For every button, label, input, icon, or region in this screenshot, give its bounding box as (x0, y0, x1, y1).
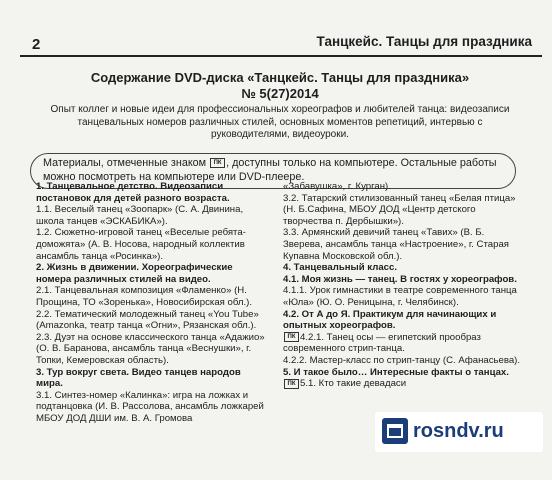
contents-entry (36, 181, 270, 204)
contents-entry (36, 285, 270, 308)
contents-entry (283, 193, 523, 228)
contents-entry-text: 1.1. Веселый танец «Зоопарк» (С. А. Двинина, школа танцев «ЭСКАБИКА»). (36, 204, 244, 227)
contents-entry (283, 285, 523, 308)
pc-only-icon: ПК (284, 379, 299, 389)
contents-entry-text: 4.2.1. Танец осы — египетский прообраз современного стрип-танца. (283, 331, 481, 355)
contents-entry-text: 4.1.1. Урок гимнастики в театре современного танца «Юла» (Ю. О. Реницына, г. Челябинск). (283, 285, 517, 308)
header-rule (20, 55, 542, 57)
contents-entry (36, 390, 270, 425)
contents-entry-text: 3.1. Синтез-номер «Калинка»: игра на ложках и подтанцовка (И. В. Рассолова, ансамбль ложкарей МБОУ ДОД ДШИ им. В. А. Громова (36, 389, 264, 424)
document-title-line2: № 5(27)2014 (241, 86, 319, 101)
contents-right-column (283, 181, 523, 390)
contents-entry-text: 4. Танцевальный класс. (283, 262, 397, 274)
contents-entry-text: 2.1. Танцевальная композиция «Фламенко» (Н. Прощина, ТО «Зоренька», Новосибирская обл.). (36, 285, 253, 308)
rosndv-logo-icon (382, 418, 408, 444)
document-title (40, 70, 520, 102)
contents-entry-text: 5. И такое было… Интересные факты о танцах. (283, 366, 509, 378)
contents-entry (283, 181, 523, 193)
contents-entry-text: 3.2. Татарский стилизованный танец «Белая птица» (Н. Б.Сафина, МБОУ ДОД «Центр детского творчества п. Дербышки»). (283, 192, 516, 227)
pc-only-icon: ПК (284, 332, 299, 342)
contents-entry (283, 262, 523, 274)
contents-entry-text: 2. Жизнь в движении. Хореографические номера различных стилей на видео. (36, 262, 233, 285)
contents-entry-text: «Забавушка», г. Курган). (283, 181, 391, 192)
contents-entry (36, 227, 270, 262)
contents-entry (283, 355, 523, 367)
contents-entry (36, 309, 270, 332)
contents-entry (283, 309, 523, 332)
contents-entry (283, 227, 523, 262)
contents-entry-text: 5.1. Кто такие девадаси (300, 378, 407, 390)
contents-entry-text: 3. Тур вокруг света. Видео танцев народов мира. (36, 366, 241, 390)
contents-entry-text: 3.3. Армянский девичий танец «Тавих» (В. Б. Зверева, ансамбль танца «Настроение», г. Старая Купавна Московской обл.). (283, 227, 509, 262)
contents-entry-text: 4.1. Моя жизнь — танец. В гостях у хореографов. (283, 273, 517, 285)
contents-entry (283, 332, 523, 355)
running-header-title: Танцкейс. Танцы для праздника (316, 34, 532, 49)
contents-entry-text: 1.2. Сюжетно-игровой танец «Веселые ребята-доможята» (А. В. Носова, народный коллектив ансамбль танца «Росинка»). (36, 227, 246, 262)
contents-entry (36, 332, 270, 367)
intro-paragraph: Опыт коллег и новые идеи для профессиональных хореографов и любителей танца: видеозаписи танцевальных номеров различных стилей, основных моментов репетиций, интервью с руководителями, видеоуроки. (50, 104, 510, 140)
contents-left-column (36, 181, 270, 424)
contents-entry-text: 4.2.2. Мастер-класс по стрип-танцу (С. Афанасьева). (283, 354, 521, 366)
contents-entry (36, 204, 270, 227)
pc-only-icon: ПК (210, 158, 225, 168)
watermark (375, 412, 543, 452)
watermark-text: rosndv.ru (413, 420, 504, 442)
contents-entry (283, 367, 523, 379)
contents-entry (36, 367, 270, 390)
contents-entry (283, 378, 523, 390)
contents-entry-text: 2.3. Дуэт на основе классического танца «Адажио» (О. В. Баранова, ансамбль танца «Веснушки», г. Топки, Кемеровская область). (36, 331, 265, 366)
contents-entry (36, 262, 270, 285)
contents-entry-text: 4.2. От А до Я. Практикум для начинающих и опытных хореографов. (283, 308, 497, 332)
contents-entry (283, 274, 523, 286)
contents-entry-text: 2.2. Тематический молодежный танец «You Tube» (Amazonka, театр танца «Огни», Рязанская обл.). (36, 308, 259, 332)
notice-text-after: , доступны только на компьютере. Остальные работы можно посмотреть на компьютере или DVD-плеере. (43, 157, 497, 183)
notice-text-before: Материалы, отмеченные знаком (43, 157, 207, 169)
document-title-line1: Содержание DVD-диска «Танцкейс. Танцы для праздника» (90, 70, 470, 85)
page-number: 2 (32, 36, 41, 53)
contents-entry-text: 1. Танцевальное детство. Видеозаписи постановок для детей разного возраста. (36, 181, 230, 204)
